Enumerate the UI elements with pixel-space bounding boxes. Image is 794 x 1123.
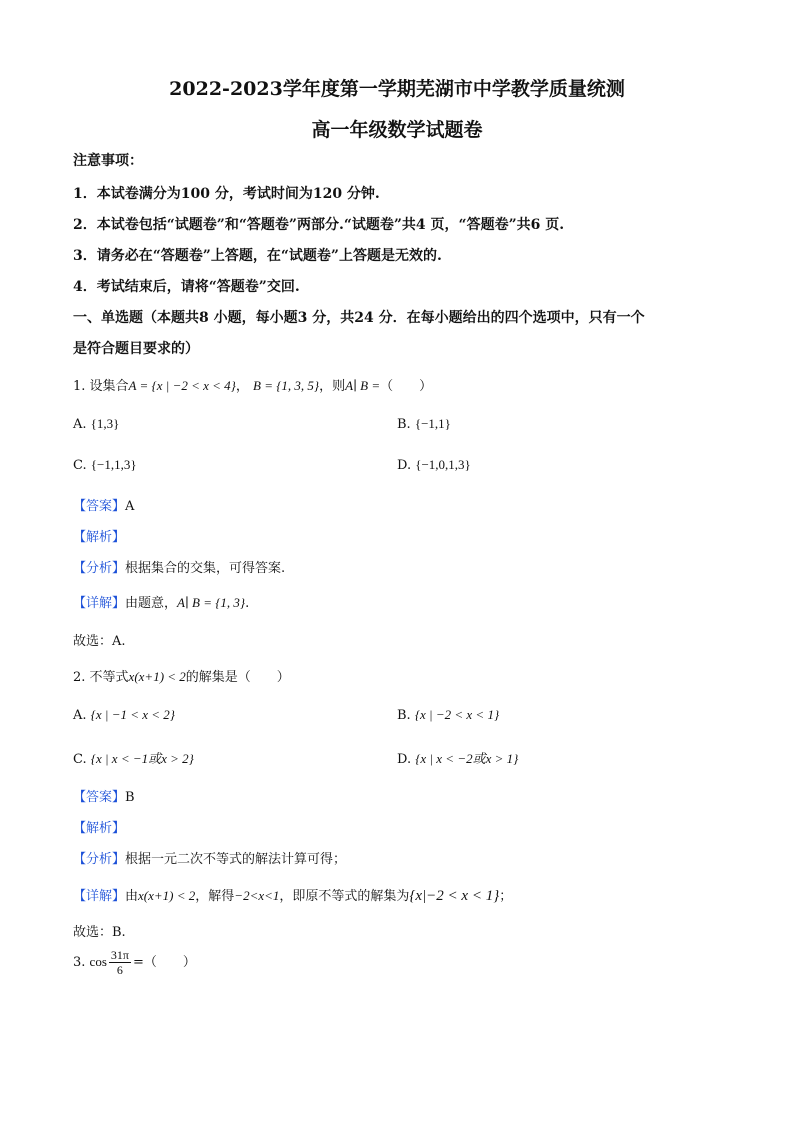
q1-prefix: 1. 设集合 (73, 379, 129, 394)
q2-option-a-value: {x | −1 < x < 2} (90, 707, 176, 722)
q1-comma: ， (235, 379, 249, 394)
q1-option-b (397, 416, 451, 432)
q3-func: cos (89, 954, 107, 969)
q3-numerator: 31π (110, 948, 129, 962)
q1-detail-text: 由题意， (125, 596, 178, 611)
q2-detail-tag: 【详解】 (73, 889, 126, 904)
q1-detail-tag: 【详解】 (73, 596, 126, 611)
q2-fenxi-tag: 【分析】 (73, 852, 126, 867)
section-heading-line2: 是符合题目要求的） (73, 341, 199, 357)
section-heading-line1: 一、单选题（本题共8 小题，每小题3 分，共24 分．在每小题给出的四个选项中，只有一个 (73, 310, 645, 326)
note-item-3: 3．请务必在“答题卷”上答题，在“试题卷”上答题是无效的. (73, 248, 442, 264)
q1-expr: A∣ B = (345, 378, 381, 393)
q2-expr: x(x+1) < 2 (128, 669, 186, 684)
q1-detail (73, 592, 249, 611)
q1-option-d (397, 457, 471, 473)
q3-fraction (109, 948, 131, 977)
q2-option-d (397, 748, 518, 767)
q1-option-c-value: {−1,1,3} (90, 457, 137, 472)
q2-option-d-label: D. (397, 752, 412, 767)
note-item-2: 2．本试卷包括“试题卷”和“答题卷”两部分.“试题卷”共4 页，“答题卷”共6 页. (73, 217, 565, 233)
q2-detail-c: ，即原不等式的解集为 (279, 889, 410, 904)
q1-answer-tag: 【答案】 (73, 499, 126, 514)
notes-heading: 注意事项： (73, 153, 143, 169)
exam-title: 2022-2023学年度第一学期芜湖市中学教学质量统测 (169, 78, 625, 100)
q2-option-c-value: {x | x < −1或x > 2} (90, 751, 194, 766)
q1-answer (73, 495, 134, 514)
q2-detail-math3: {x|−2 < x < 1} (409, 888, 500, 904)
q1-set-a: A = {x | −2 < x < 4} (128, 378, 236, 393)
q1-analysis-tag: 【解析】 (73, 530, 126, 545)
q1-choose: 故选：A. (73, 634, 126, 649)
q1-option-a-value: {1,3} (90, 416, 120, 431)
q2-prefix: 2. 不等式 (73, 670, 129, 685)
q3-denominator: 6 (116, 963, 123, 977)
q2-analysis-tag: 【解析】 (73, 821, 126, 836)
question-3 (73, 948, 196, 977)
q1-option-b-label: B. (397, 417, 411, 432)
q2-answer-value: B (125, 790, 135, 805)
exam-subtitle: 高一年级数学试题卷 (311, 119, 483, 141)
q2-detail-math2: −2<x<1 (234, 888, 280, 903)
note-item-1: 1．本试卷满分为100 分，考试时间为120 分钟. (73, 186, 380, 202)
q2-detail-d: ； (499, 889, 513, 904)
q2-option-a (73, 707, 175, 723)
q1-option-c-label: C. (73, 458, 87, 473)
q1-option-b-value: {−1,1} (414, 416, 451, 431)
q1-blank: （ ） (380, 379, 433, 394)
q2-suffix: 的解集是（ ） (185, 670, 290, 685)
q1-fenxi-tag: 【分析】 (73, 561, 126, 576)
q3-prefix: 3. (73, 955, 86, 970)
q2-fenxi (73, 848, 346, 867)
question-1 (73, 375, 432, 394)
q3-suffix: =（ ） (132, 955, 196, 970)
q2-answer-tag: 【答案】 (73, 790, 126, 805)
q1-detail-end: . (245, 596, 250, 611)
q1-fenxi (73, 557, 285, 576)
q1-then: ，则 (319, 379, 346, 394)
q1-set-b: B = {1, 3, 5} (253, 378, 320, 393)
q2-detail (73, 885, 512, 905)
q2-option-c-label: C. (73, 752, 87, 767)
q2-option-d-value: {x | x < −2或x > 1} (415, 751, 519, 766)
q2-detail-a: 由 (125, 889, 139, 904)
q2-option-b-value: {x | −2 < x < 1} (414, 707, 500, 722)
q1-option-c (73, 457, 137, 473)
q2-answer (73, 786, 135, 805)
q2-choose: 故选：B. (73, 925, 126, 940)
q2-detail-b: ，解得 (195, 889, 235, 904)
q2-option-c (73, 748, 194, 767)
q1-option-d-value: {−1,0,1,3} (415, 457, 471, 472)
q1-option-a (73, 416, 119, 432)
q2-option-b-label: B. (397, 708, 411, 723)
q1-option-a-label: A. (73, 417, 87, 432)
q2-option-b (397, 707, 499, 723)
q2-detail-math1: x(x+1) < 2 (138, 888, 196, 903)
q2-fenxi-text: 根据一元二次不等式的解法计算可得； (125, 852, 347, 867)
q1-option-d-label: D. (397, 458, 412, 473)
question-2 (73, 666, 290, 685)
note-item-4: 4．考试结束后，请将“答题卷”交回. (73, 279, 300, 295)
q1-detail-math: A∣ B = {1, 3} (177, 595, 246, 610)
q1-answer-value: A (125, 499, 135, 514)
q1-fenxi-text: 根据集合的交集，可得答案. (125, 561, 286, 576)
q2-option-a-label: A. (73, 708, 87, 723)
